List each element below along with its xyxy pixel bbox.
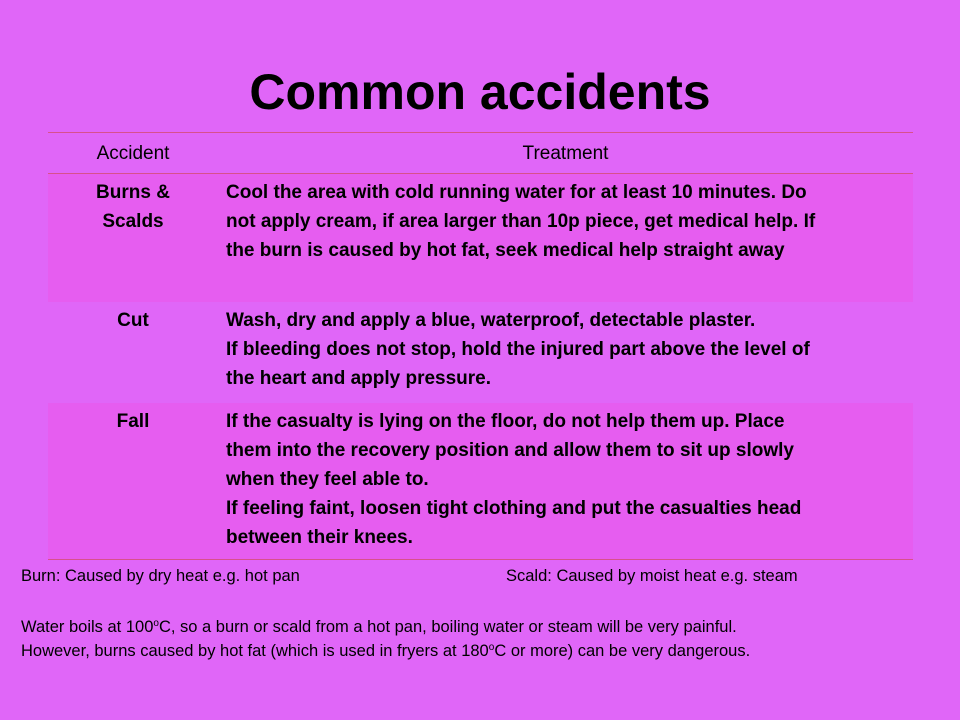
table-row <box>48 174 913 303</box>
treatment-line: Cool the area with cold running water for at least 10 minutes. Do <box>226 182 807 203</box>
treatment-line: the burn is caused by hot fat, seek medical help straight away <box>226 240 785 261</box>
boiling-note-text: C, so a burn or scald from a hot pan, boiling water or steam will be very painful. <box>158 618 737 636</box>
degree-mark: o <box>488 642 495 653</box>
treatment-line: If feeling faint, loosen tight clothing and put the casualties head <box>226 498 802 519</box>
column-header-treatment: Treatment <box>218 133 913 174</box>
table-row <box>48 302 913 403</box>
accident-name-line: Fall <box>116 411 150 432</box>
hot-fat-note-line <box>21 639 750 663</box>
treatment-line: If the casualty is lying on the floor, do not help them up. Place <box>226 411 785 432</box>
degree-mark: o <box>153 618 159 629</box>
accidents-table <box>48 132 913 560</box>
page-title: Common accidents <box>249 64 711 120</box>
treatment-cell <box>218 403 913 560</box>
treatment-line: them into the recovery position and allow them to sit up slowly <box>226 440 794 461</box>
burn-definition: Burn: Caused by dry heat e.g. hot pan <box>21 567 300 585</box>
accident-name-line: Scalds <box>102 211 164 232</box>
treatment-line: not apply cream, if area larger than 10p piece, get medical help. If <box>226 211 816 232</box>
hot-fat-note-text: C or more) can be very dangerous. <box>494 642 751 660</box>
table-row <box>48 403 913 560</box>
accident-cell <box>48 403 218 560</box>
table-header-row <box>48 133 913 174</box>
treatment-line: the heart and apply pressure. <box>226 368 492 389</box>
scald-definition: Scald: Caused by moist heat e.g. steam <box>506 567 798 585</box>
accident-cell <box>48 302 218 403</box>
boiling-note-line <box>21 615 737 639</box>
treatment-line: If bleeding does not stop, hold the injured part above the level of <box>226 339 810 360</box>
treatment-line: between their knees. <box>226 527 413 548</box>
treatment-cell <box>218 302 913 403</box>
treatment-line: Wash, dry and apply a blue, waterproof, detectable plaster. <box>226 310 756 331</box>
accident-name-line: Cut <box>117 310 149 331</box>
hot-fat-note-text: However, burns caused by hot fat (which is used in fryers at 180 <box>21 642 489 660</box>
accident-cell <box>48 174 218 303</box>
accident-name-line: Burns & <box>96 182 170 203</box>
boiling-note-text: Water boils at 100 <box>21 618 154 636</box>
treatment-line: when they feel able to. <box>226 469 429 490</box>
treatment-cell <box>218 174 913 303</box>
column-header-accident: Accident <box>48 133 218 174</box>
